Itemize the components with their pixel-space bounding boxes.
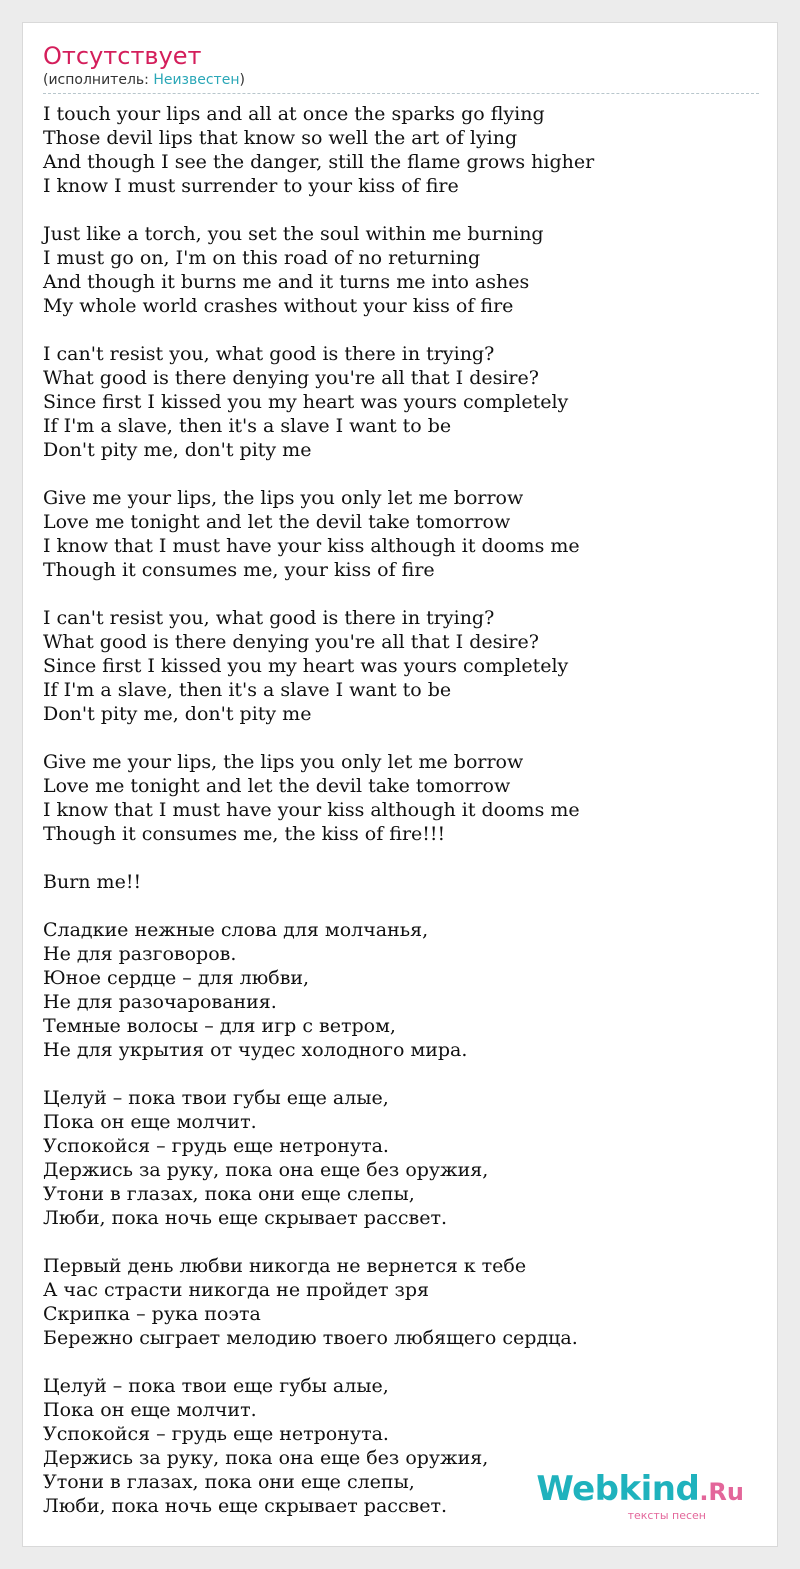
lyrics-line: Успокойся – грудь еще нетронута.: [43, 1423, 389, 1445]
lyrics-body: [43, 102, 759, 1518]
webkind-logo: [536, 1469, 744, 1522]
lyrics-line: My whole world crashes without your kiss of fire: [43, 295, 514, 317]
lyrics-line: Since first I kissed you my heart was yours completely: [43, 391, 569, 413]
lyrics-line: What good is there denying you're all that I desire?: [43, 631, 539, 653]
lyrics-line: And though it burns me and it turns me into ashes: [43, 271, 530, 293]
logo-tld: .Ru: [699, 1478, 744, 1506]
lyrics-line: Though it consumes me, the kiss of fire!!!: [43, 823, 446, 845]
lyrics-line: Юное сердце – для любви,: [43, 967, 310, 989]
lyrics-line: Бережно сыграет мелодию твоего любящего сердца.: [43, 1327, 578, 1349]
lyrics-stanza: [43, 222, 759, 318]
lyrics-line: Люби, пока ночь еще скрывает рассвет.: [43, 1495, 448, 1517]
lyrics-line: Those devil lips that know so well the art of lying: [43, 127, 518, 149]
lyrics-line: Не для укрытия от чудес холодного мира.: [43, 1039, 468, 1061]
lyrics-header: [43, 41, 759, 94]
lyrics-line: I can't resist you, what good is there in trying?: [43, 343, 495, 365]
lyrics-line: I must go on, I'm on this road of no returning: [43, 247, 481, 269]
lyrics-line: Целуй – пока твои еще губы алые,: [43, 1375, 389, 1397]
lyrics-line: I can't resist you, what good is there in trying?: [43, 607, 495, 629]
logo-wordmark: [536, 1469, 744, 1509]
lyrics-stanza: [43, 750, 759, 846]
logo-brand: Webkind: [536, 1469, 700, 1509]
song-title: Отсутствует: [43, 42, 202, 70]
lyrics-line: Though it consumes me, your kiss of fire: [43, 559, 435, 581]
lyrics-line: Love me tonight and let the devil take tomorrow: [43, 511, 511, 533]
lyrics-line: А час страсти никогда не пройдет зря: [43, 1279, 430, 1301]
artist-suffix: ): [239, 72, 245, 88]
artist-prefix: (исполнитель:: [43, 72, 154, 88]
lyrics-line: Утони в глазах, пока они еще слепы,: [43, 1471, 415, 1493]
lyrics-line: Don't pity me, don't pity me: [43, 703, 312, 725]
lyrics-line: I know that I must have your kiss although it dooms me: [43, 799, 580, 821]
lyrics-line: Люби, пока ночь еще скрывает рассвет.: [43, 1207, 448, 1229]
lyrics-stanza: [43, 1254, 759, 1350]
lyrics-stanza: [43, 102, 759, 198]
lyrics-stanza: [43, 918, 759, 1062]
lyrics-line: Love me tonight and let the devil take tomorrow: [43, 775, 511, 797]
lyrics-stanza: [43, 1086, 759, 1230]
lyrics-line: If I'm a slave, then it's a slave I want to be: [43, 415, 452, 437]
artist-link[interactable]: Неизвестен: [153, 72, 240, 88]
lyrics-line: Give me your lips, the lips you only let me borrow: [43, 751, 524, 773]
lyrics-line: Целуй – пока твои губы еще алые,: [43, 1087, 389, 1109]
lyrics-stanza: [43, 342, 759, 462]
lyrics-line: Держись за руку, пока она еще без оружия,: [43, 1159, 489, 1181]
lyrics-line: Держись за руку, пока она еще без оружия,: [43, 1447, 489, 1469]
lyrics-card: [22, 22, 778, 1547]
lyrics-line: Just like a torch, you set the soul within me burning: [43, 223, 544, 245]
lyrics-line: Первый день любви никогда не вернется к тебе: [43, 1255, 527, 1277]
lyrics-line: Утони в глазах, пока они еще слепы,: [43, 1183, 415, 1205]
lyrics-line: Пока он еще молчит.: [43, 1399, 257, 1421]
logo-tagline: тексты песен: [627, 1509, 706, 1522]
lyrics-line: Give me your lips, the lips you only let me borrow: [43, 487, 524, 509]
lyrics-line: I know that I must have your kiss although it dooms me: [43, 535, 580, 557]
lyrics-stanza: [43, 606, 759, 726]
lyrics-line: And though I see the danger, still the flame grows higher: [43, 151, 595, 173]
lyrics-line: Don't pity me, don't pity me: [43, 439, 312, 461]
lyrics-stanza: [43, 870, 759, 894]
lyrics-line: I touch your lips and all at once the sparks go flying: [43, 103, 545, 125]
artist-line: [43, 71, 759, 94]
lyrics-line: Since first I kissed you my heart was yours completely: [43, 655, 569, 677]
lyrics-line: Скрипка – рука поэта: [43, 1303, 261, 1325]
lyrics-line: Burn me!!: [43, 871, 142, 893]
lyrics-line: Не для разочарования.: [43, 991, 277, 1013]
lyrics-line: Темные волосы – для игр с ветром,: [43, 1015, 396, 1037]
lyrics-line: Не для разговоров.: [43, 943, 237, 965]
lyrics-line: I know I must surrender to your kiss of fire: [43, 175, 459, 197]
lyrics-line: Сладкие нежные слова для молчанья,: [43, 919, 429, 941]
lyrics-stanza: [43, 486, 759, 582]
lyrics-line: Пока он еще молчит.: [43, 1111, 257, 1133]
lyrics-line: What good is there denying you're all that I desire?: [43, 367, 539, 389]
lyrics-line: Успокойся – грудь еще нетронута.: [43, 1135, 389, 1157]
lyrics-line: If I'm a slave, then it's a slave I want to be: [43, 679, 452, 701]
